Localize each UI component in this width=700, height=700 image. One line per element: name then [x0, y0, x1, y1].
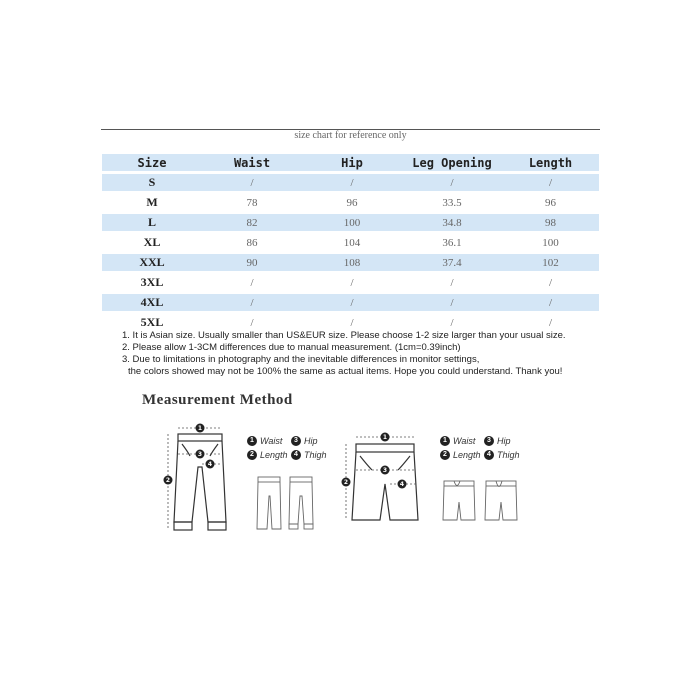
pants-legend [247, 434, 335, 462]
size-cell: L [102, 214, 202, 231]
header-length: Length [502, 154, 599, 171]
legend-dot: 2 [440, 450, 450, 460]
marker-3: 3 [197, 451, 203, 459]
leg-opening-cell: 37.4 [402, 254, 502, 271]
legend-label: Waist [453, 436, 476, 446]
pants-thumbnail-diagram [252, 474, 322, 534]
size-cell: XL [102, 234, 202, 251]
legend-label: Waist [260, 436, 283, 446]
table-row [102, 314, 599, 331]
legend-row [440, 448, 528, 462]
leg-opening-cell: 36.1 [402, 234, 502, 251]
right-cuff-shape [208, 522, 226, 530]
shorts-thumbnail-diagram [440, 478, 530, 523]
shorts-marker-3: 3 [382, 467, 388, 475]
table-row [102, 294, 599, 311]
legend-row [247, 434, 335, 448]
thumb-shorts-front [443, 486, 475, 520]
header-hip: Hip [302, 154, 402, 171]
legend-label: Thigh [497, 450, 520, 460]
size-cell: 3XL [102, 274, 202, 291]
legend-dot: 4 [291, 450, 301, 460]
size-cell: 4XL [102, 294, 202, 311]
length-cell: / [502, 274, 599, 291]
waist-cell: / [202, 174, 302, 191]
hip-cell: / [302, 274, 402, 291]
legend-thigh [484, 450, 528, 460]
leg-opening-cell: / [402, 294, 502, 311]
shorts-outline [352, 452, 418, 520]
header-waist: Waist [202, 154, 302, 171]
shorts-pocket-line [360, 456, 372, 470]
leg-opening-cell: / [402, 274, 502, 291]
length-cell: / [502, 174, 599, 191]
size-cell: S [102, 174, 202, 191]
marker-4: 4 [207, 461, 213, 469]
legend-waist [440, 436, 484, 446]
legend-label: Thigh [304, 450, 327, 460]
thumb-shorts-back [485, 486, 517, 520]
shorts-marker-4: 4 [399, 481, 405, 489]
hip-cell: 96 [302, 194, 402, 211]
leg-opening-cell: 34.8 [402, 214, 502, 231]
legend-dot: 4 [484, 450, 494, 460]
hip-cell: / [302, 314, 402, 331]
length-cell: / [502, 294, 599, 311]
length-cell: 100 [502, 234, 599, 251]
legend-hip [484, 436, 528, 446]
marker-1: 1 [197, 425, 203, 433]
shorts-marker-2: 2 [343, 479, 349, 487]
thumb-waistband [258, 477, 280, 482]
size-notes [122, 330, 592, 378]
measurement-method-title: Measurement Method [142, 392, 293, 408]
legend-label: Length [453, 450, 481, 460]
legend-hip [291, 436, 335, 446]
length-cell: 96 [502, 194, 599, 211]
size-cell: XXL [102, 254, 202, 271]
legend-row [440, 434, 528, 448]
leg-opening-cell: 33.5 [402, 194, 502, 211]
thumb-drawstring [454, 481, 460, 486]
legend-dot: 3 [291, 436, 301, 446]
hip-cell: / [302, 174, 402, 191]
waistband-shape [178, 434, 222, 441]
legend-thigh [291, 450, 335, 460]
shorts-legend [440, 434, 528, 462]
thumb-cuff [304, 524, 313, 529]
left-cuff-shape [174, 522, 192, 530]
waist-cell: 86 [202, 234, 302, 251]
legend-label: Hip [497, 436, 511, 446]
legend-length [247, 450, 291, 460]
waist-cell: 90 [202, 254, 302, 271]
leg-opening-cell: / [402, 314, 502, 331]
hip-cell: 100 [302, 214, 402, 231]
legend-label: Hip [304, 436, 318, 446]
shorts-waistband-shape [356, 444, 414, 452]
shorts-pocket-line [398, 456, 410, 470]
waist-cell: 78 [202, 194, 302, 211]
thumb-cuff [289, 524, 298, 529]
table-row [102, 254, 599, 271]
table-header-row [102, 154, 599, 171]
table-row [102, 174, 599, 191]
table-row [102, 274, 599, 291]
note-line: 3. Due to limitations in photography and the inevitable differences in monitor settings, [122, 354, 480, 365]
header-leg-opening: Leg Opening [402, 154, 502, 171]
waist-cell: / [202, 294, 302, 311]
marker-2: 2 [165, 477, 171, 485]
legend-dot: 2 [247, 450, 257, 460]
note-line: 1. It is Asian size. Usually smaller than US&EUR size. Please choose 1-2 size larger than your usual size. [122, 330, 566, 341]
table-row [102, 214, 599, 231]
pants-measurement-diagram [160, 422, 240, 537]
waist-cell: 82 [202, 214, 302, 231]
note-line: the colors showed may not be 100% the same as actual items. Hope you could understand. Thank you! [128, 366, 563, 377]
size-cell: M [102, 194, 202, 211]
waist-cell: / [202, 274, 302, 291]
legend-row [247, 448, 335, 462]
chart-caption: size chart for reference only [294, 130, 407, 141]
legend-dot: 3 [484, 436, 494, 446]
thumb-pants-back [289, 482, 313, 524]
legend-dot: 1 [440, 436, 450, 446]
legend-waist [247, 436, 291, 446]
thumb-pants-front [257, 482, 281, 529]
legend-length [440, 450, 484, 460]
thumb-waistband [290, 477, 312, 482]
hip-cell: 108 [302, 254, 402, 271]
legend-dot: 1 [247, 436, 257, 446]
hip-cell: / [302, 294, 402, 311]
legend-label: Length [260, 450, 288, 460]
length-cell: / [502, 314, 599, 331]
length-cell: 102 [502, 254, 599, 271]
shorts-measurement-diagram [340, 432, 430, 527]
shorts-marker-1: 1 [382, 434, 388, 442]
length-cell: 98 [502, 214, 599, 231]
table-row [102, 234, 599, 251]
header-size: Size [102, 154, 202, 171]
note-line: 2. Please allow 1-3CM differences due to manual measurement. (1cm=0.39inch) [122, 342, 461, 353]
table-row [102, 194, 599, 211]
waist-cell: / [202, 314, 302, 331]
size-chart-table [102, 151, 599, 334]
hip-cell: 104 [302, 234, 402, 251]
leg-opening-cell: / [402, 174, 502, 191]
size-cell: 5XL [102, 314, 202, 331]
